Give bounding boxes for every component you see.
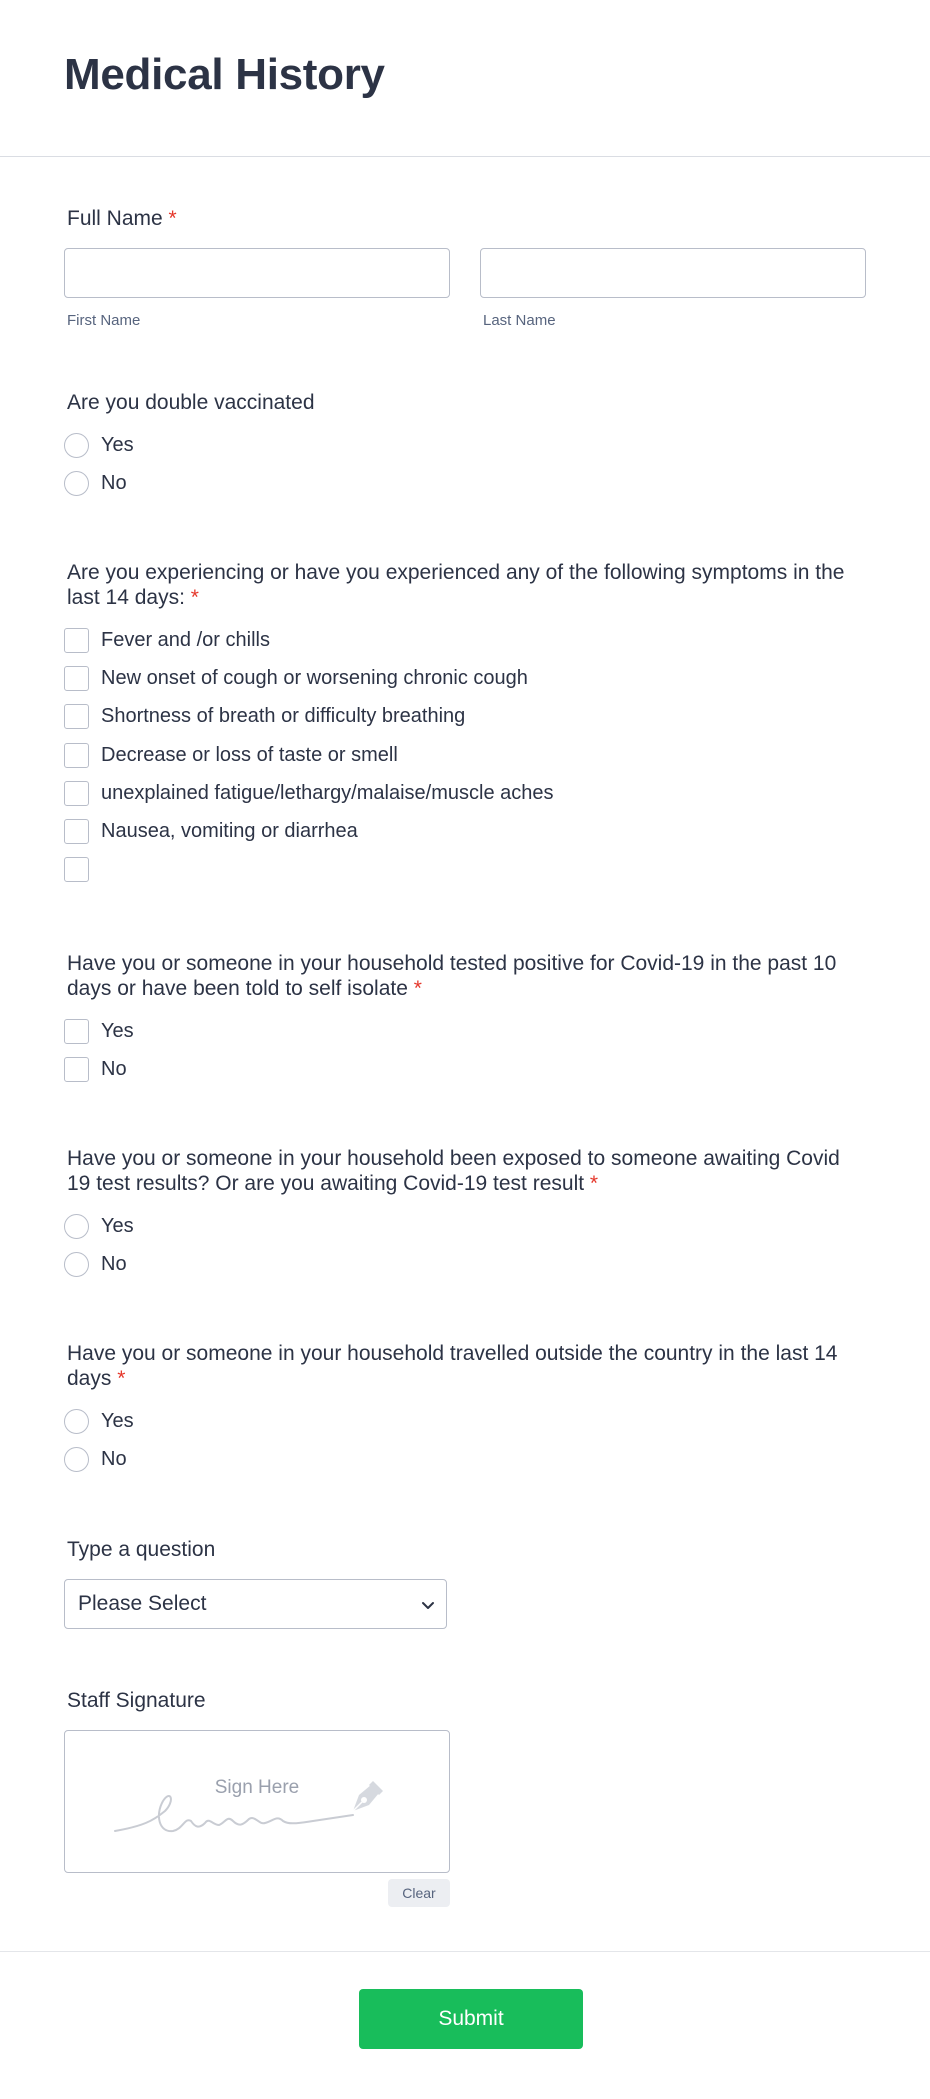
radio-button[interactable] bbox=[64, 1252, 89, 1277]
option-label: No bbox=[101, 1057, 127, 1080]
required-asterisk: * bbox=[168, 207, 177, 230]
dropdown-label bbox=[67, 1537, 867, 1562]
option-label: Yes bbox=[101, 433, 134, 456]
pen-nib-icon bbox=[345, 1773, 391, 1819]
option-label: unexplained fatigue/lethargy/malaise/muscle aches bbox=[101, 781, 554, 804]
vaccinated-option-yes[interactable] bbox=[64, 432, 134, 458]
exposed-label bbox=[67, 1146, 867, 1196]
option-label: Fever and /or chills bbox=[101, 628, 270, 651]
exposed-option-yes[interactable] bbox=[64, 1213, 134, 1239]
option-label: No bbox=[101, 1252, 127, 1275]
signature-label-text: Staff Signature bbox=[67, 1689, 206, 1712]
symptom-option-cough[interactable] bbox=[64, 665, 528, 691]
travelled-option-no[interactable] bbox=[64, 1446, 127, 1472]
tested-positive-option-yes[interactable] bbox=[64, 1018, 134, 1044]
vaccinated-label-text: Are you double vaccinated bbox=[67, 391, 315, 414]
symptom-option-fever[interactable] bbox=[64, 627, 270, 653]
first-name-sublabel: First Name bbox=[67, 312, 141, 329]
vaccinated-label bbox=[67, 390, 867, 415]
tested-positive-option-no[interactable] bbox=[64, 1056, 127, 1082]
radio-button[interactable] bbox=[64, 1214, 89, 1239]
radio-button[interactable] bbox=[64, 433, 89, 458]
option-label: Decrease or loss of taste or smell bbox=[101, 743, 398, 766]
radio-button[interactable] bbox=[64, 1447, 89, 1472]
checkbox[interactable] bbox=[64, 628, 89, 653]
checkbox[interactable] bbox=[64, 1019, 89, 1044]
option-label: Yes bbox=[101, 1019, 134, 1042]
clear-signature-button[interactable]: Clear bbox=[388, 1879, 450, 1907]
required-asterisk: * bbox=[190, 586, 199, 609]
question-select[interactable] bbox=[64, 1579, 447, 1629]
page-title: Medical History bbox=[64, 50, 385, 99]
option-label: New onset of cough or worsening chronic cough bbox=[101, 666, 528, 689]
select-value: Please Select bbox=[78, 1592, 207, 1615]
option-label: Nausea, vomiting or diarrhea bbox=[101, 819, 358, 842]
symptoms-label bbox=[67, 560, 867, 610]
checkbox[interactable] bbox=[64, 857, 89, 882]
option-label: No bbox=[101, 1447, 127, 1470]
form-header bbox=[0, 0, 930, 157]
checkbox[interactable] bbox=[64, 704, 89, 729]
checkbox[interactable] bbox=[64, 743, 89, 768]
full-name-label bbox=[67, 206, 867, 231]
vaccinated-option-no[interactable] bbox=[64, 470, 127, 496]
travelled-option-yes[interactable] bbox=[64, 1408, 134, 1434]
full-name-label-text: Full Name bbox=[67, 207, 163, 230]
signature-label bbox=[67, 1688, 867, 1713]
option-label: Yes bbox=[101, 1214, 134, 1237]
symptom-option-blank[interactable] bbox=[64, 856, 101, 882]
travelled-label bbox=[67, 1341, 867, 1391]
symptoms-label-text: Are you experiencing or have you experienced any of the following symptoms in the last 14 days: bbox=[67, 561, 845, 609]
checkbox[interactable] bbox=[64, 1057, 89, 1082]
footer-divider bbox=[0, 1951, 930, 1952]
checkbox[interactable] bbox=[64, 781, 89, 806]
travelled-label-text: Have you or someone in your household travelled outside the country in the last 14 days bbox=[67, 1342, 838, 1390]
last-name-sublabel: Last Name bbox=[483, 312, 556, 329]
required-asterisk: * bbox=[117, 1367, 126, 1390]
symptom-option-taste[interactable] bbox=[64, 742, 398, 768]
required-asterisk: * bbox=[413, 977, 422, 1000]
option-label: No bbox=[101, 471, 127, 494]
submit-button[interactable]: Submit bbox=[359, 1989, 583, 2049]
dropdown-label-text: Type a question bbox=[67, 1538, 216, 1561]
tested-positive-label-text: Have you or someone in your household tested positive for Covid-19 in the past 10 days or have been told to self isolate bbox=[67, 952, 837, 1000]
radio-button[interactable] bbox=[64, 1409, 89, 1434]
tested-positive-label bbox=[67, 951, 867, 1001]
chevron-down-icon bbox=[420, 1597, 436, 1613]
signature-hint: Sign Here bbox=[214, 1777, 300, 1798]
symptom-option-breath[interactable] bbox=[64, 703, 465, 729]
option-label: Yes bbox=[101, 1409, 134, 1432]
signature-pad[interactable] bbox=[64, 1730, 450, 1873]
symptom-option-fatigue[interactable] bbox=[64, 780, 554, 806]
exposed-label-text: Have you or someone in your household been exposed to someone awaiting Covid 19 test results? Or are you awaiting Covid-19 test result bbox=[67, 1147, 840, 1195]
checkbox[interactable] bbox=[64, 819, 89, 844]
exposed-option-no[interactable] bbox=[64, 1251, 127, 1277]
first-name-input[interactable] bbox=[64, 248, 450, 298]
option-label: Shortness of breath or difficulty breathing bbox=[101, 704, 466, 727]
required-asterisk: * bbox=[589, 1172, 599, 1195]
checkbox[interactable] bbox=[64, 666, 89, 691]
symptom-option-nausea[interactable] bbox=[64, 818, 358, 844]
last-name-input[interactable] bbox=[480, 248, 866, 298]
radio-button[interactable] bbox=[64, 471, 89, 496]
